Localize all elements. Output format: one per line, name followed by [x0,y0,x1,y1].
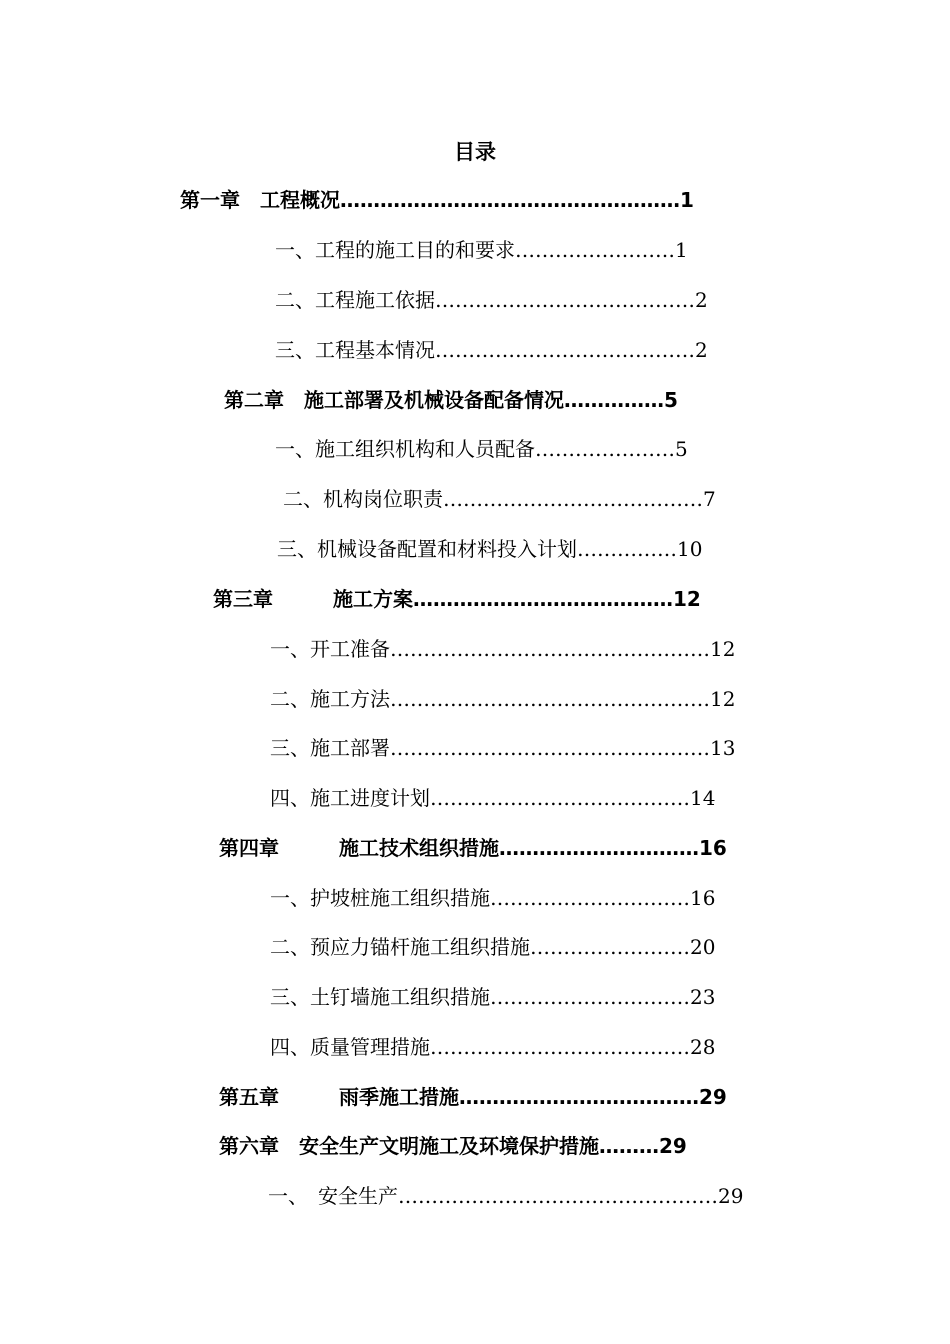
toc-section[interactable]: 三、施工部署…………………………………………13 [270,736,736,760]
toc-section[interactable]: 二、施工方法…………………………………………12 [270,687,736,711]
toc-section[interactable]: 二、预应力锚杆施工组织措施……………………20 [270,935,716,959]
toc-section[interactable]: 三、土钉墙施工组织措施…………………………23 [270,985,716,1009]
toc-chapter-1[interactable]: 第一章 工程概况……………………………………………1 [180,188,694,212]
toc-section[interactable]: 一、施工组织机构和人员配备…………………5 [275,437,688,461]
toc-section[interactable]: 三、机械设备配置和材料投入计划……………10 [277,537,703,561]
toc-section[interactable]: 一、护坡桩施工组织措施…………………………16 [270,886,716,910]
toc-chapter-5[interactable]: 第五章 雨季施工措施………………………………29 [219,1085,727,1109]
toc-chapter-2[interactable]: 第二章 施工部署及机械设备配备情况……………5 [224,388,678,412]
toc-chapter-6[interactable]: 第六章 安全生产文明施工及环境保护措施………29 [219,1134,687,1158]
toc-section[interactable]: 一、开工准备…………………………………………12 [270,637,736,661]
toc-section[interactable]: 四、施工进度计划…………………………………14 [270,786,716,810]
toc-section[interactable]: 二、工程施工依据…………………………………2 [275,288,708,312]
toc-section[interactable]: 二、机构岗位职责…………………………………7 [283,487,716,511]
toc-chapter-4[interactable]: 第四章 施工技术组织措施…………………………16 [219,836,727,860]
toc-chapter-3[interactable]: 第三章 施工方案…………………………………12 [213,587,701,611]
toc-title: 目录 [454,140,496,164]
toc-section[interactable]: 一、工程的施工目的和要求……………………1 [275,238,688,262]
toc-section[interactable]: 四、质量管理措施…………………………………28 [270,1035,716,1059]
toc-section[interactable]: 三、工程基本情况…………………………………2 [275,338,708,362]
toc-section[interactable]: 一、 安全生产…………………………………………29 [268,1184,744,1208]
